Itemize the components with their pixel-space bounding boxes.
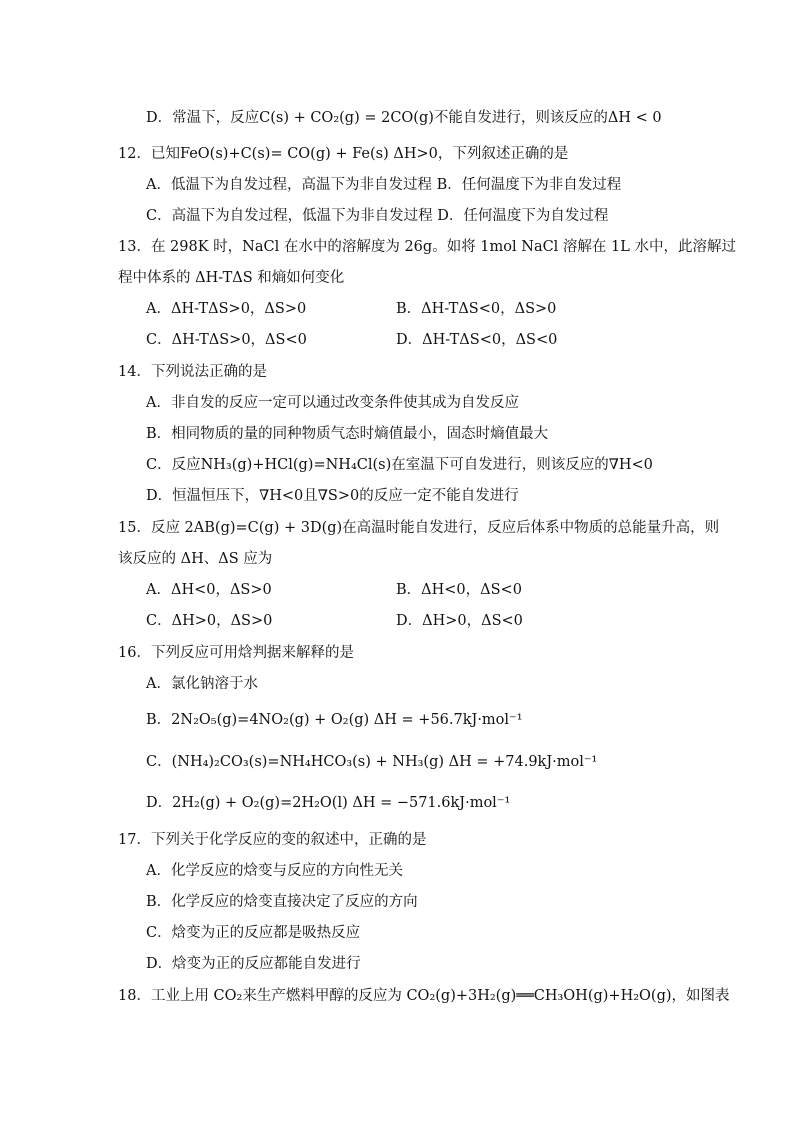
q14-stem: 14．下列说法正确的是 bbox=[118, 364, 267, 380]
q16-option-b: B．2N₂O₅(g)=4NO₂(g) + O₂(g) ΔH = +56.7kJ·mol⁻¹ bbox=[146, 712, 523, 728]
q13-stem-line1: 13．在 298K 时，NaCl 在水中的溶解度为 26g。如将 1mol NaCl 溶解在 1L 水中，此溶解过 bbox=[118, 239, 736, 255]
q14-option-a: A．非自发的反应一定可以通过改变条件使其成为自发反应 bbox=[146, 395, 519, 411]
q17-option-a: A．化学反应的焓变与反应的方向性无关 bbox=[146, 863, 403, 879]
q16-option-a: A．氯化钠溶于水 bbox=[146, 676, 258, 692]
q15-stem-line1: 15．反应 2AB(g)=C(g) + 3D(g)在高温时能自发进行，反应后体系中物质的总能量升高，则 bbox=[118, 520, 720, 536]
q12-options-ab: A．低温下为自发过程，高温下为非自发过程 B．任何温度下为非自发过程 bbox=[146, 177, 622, 193]
q12-stem: 12．已知FeO(s)+C(s)= CO(g) + Fe(s) ΔH>0，下列叙述正确的是 bbox=[118, 146, 569, 162]
q17-stem: 17．下列关于化学反应的变的叙述中，正确的是 bbox=[118, 832, 427, 848]
q15-option-d: D．ΔH>0，ΔS<0 bbox=[396, 613, 523, 629]
q12-options-cd: C．高温下为自发过程，低温下为非自发过程 D．任何温度下为自发过程 bbox=[146, 208, 609, 224]
q14-option-d: D．恒温恒压下，∇H<0且∇S>0的反应一定不能自发进行 bbox=[146, 488, 519, 504]
q15-option-b: B．ΔH<0，ΔS<0 bbox=[396, 582, 522, 598]
q17-option-d: D．焓变为正的反应都能自发进行 bbox=[146, 956, 361, 972]
q13-option-d: D．ΔH-TΔS<0，ΔS<0 bbox=[396, 332, 558, 348]
q15-option-c: C．ΔH>0，ΔS>0 bbox=[146, 613, 273, 629]
q16-option-d: D．2H₂(g) + O₂(g)=2H₂O(l) ΔH = −571.6kJ·mol⁻¹ bbox=[146, 795, 511, 811]
q14-option-c: C．反应NH₃(g)+HCl(g)=NH₄Cl(s)在室温下可自发进行，则该反应的∇H<0 bbox=[146, 457, 653, 473]
q13-option-a: A．ΔH-TΔS>0，ΔS>0 bbox=[146, 301, 307, 317]
q13-option-c: C．ΔH-TΔS>0，ΔS<0 bbox=[146, 332, 307, 348]
q13-option-b: B．ΔH-TΔS<0，ΔS>0 bbox=[396, 301, 557, 317]
q16-option-c: C．(NH₄)₂CO₃(s)=NH₄HCO₃(s) + NH₃(g) ΔH = +74.9kJ·mol⁻¹ bbox=[146, 754, 598, 770]
q17-option-c: C．焓变为正的反应都是吸热反应 bbox=[146, 925, 361, 941]
q14-option-b: B．相同物质的量的同种物质气态时熵值最小，固态时熵值最大 bbox=[146, 426, 549, 442]
q18-stem: 18．工业上用 CO₂来生产燃料甲醇的反应为 CO₂(g)+3H₂(g)══CH₃OH(g)+H₂O(g)，如图表 bbox=[118, 988, 730, 1004]
q11-option-d: D．常温下，反应C(s) + CO₂(g) = 2CO(g)不能自发进行，则该反应的ΔH < 0 bbox=[146, 110, 662, 126]
q17-option-b: B．化学反应的焓变直接决定了反应的方向 bbox=[146, 894, 418, 910]
q13-stem-line2: 程中体系的 ΔH-TΔS 和熵如何变化 bbox=[118, 270, 345, 286]
q16-stem: 16．下列反应可用焓判据来解释的是 bbox=[118, 645, 354, 661]
q15-stem-line2: 该反应的 ΔH、ΔS 应为 bbox=[118, 551, 273, 567]
q15-option-a: A．ΔH<0，ΔS>0 bbox=[146, 582, 272, 598]
